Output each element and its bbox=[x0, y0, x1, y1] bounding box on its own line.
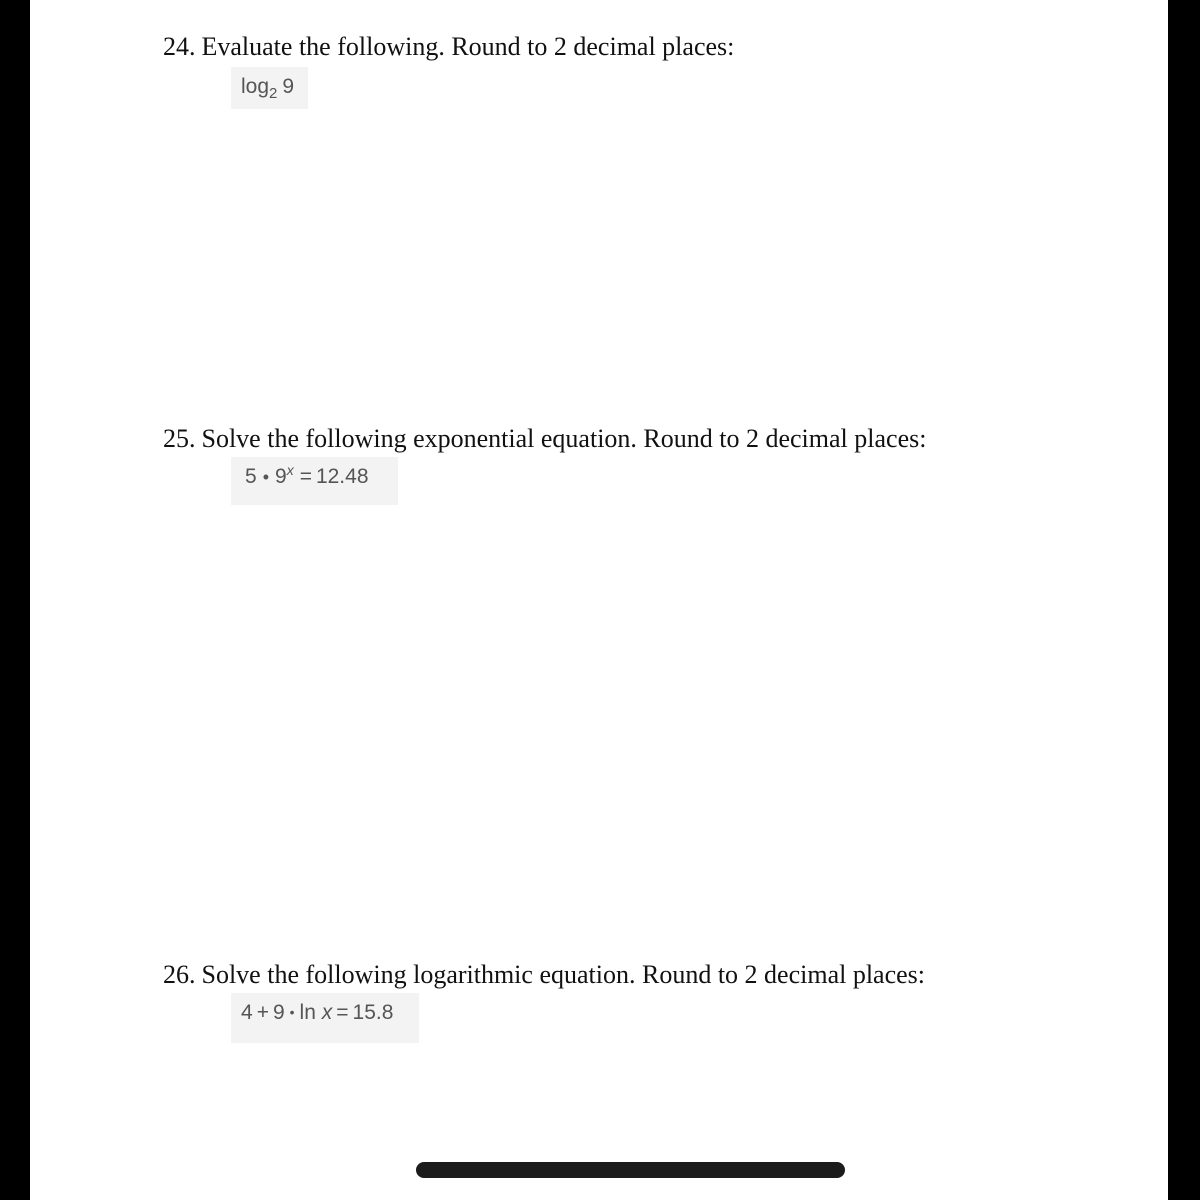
document-page bbox=[30, 0, 1168, 1200]
coefficient: 5 bbox=[245, 465, 257, 488]
question-prompt: Evaluate the following. Round to 2 decimal places: bbox=[201, 32, 735, 61]
equals-sign: = bbox=[336, 1001, 349, 1024]
plus-sign: + bbox=[256, 1001, 269, 1024]
equals-sign: = bbox=[299, 465, 312, 488]
formula-26 bbox=[231, 993, 419, 1043]
log-func: log bbox=[241, 75, 270, 98]
result: 15.8 bbox=[352, 1001, 394, 1024]
question-24 bbox=[163, 32, 734, 62]
question-26 bbox=[163, 960, 925, 990]
result: 12.48 bbox=[315, 465, 369, 488]
constant: 4 bbox=[241, 1001, 253, 1024]
question-prompt: Solve the following logarithmic equation. Round to 2 decimal places: bbox=[201, 960, 926, 989]
question-number: 25. bbox=[163, 424, 196, 453]
question-number: 26. bbox=[163, 960, 196, 989]
multiply-operator: • bbox=[262, 467, 269, 487]
formula-24 bbox=[231, 67, 308, 109]
home-indicator[interactable] bbox=[416, 1162, 845, 1178]
question-25 bbox=[163, 424, 926, 454]
exponent: x bbox=[286, 462, 294, 478]
question-prompt: Solve the following exponential equation. Round to 2 decimal places: bbox=[201, 424, 927, 453]
question-number: 24. bbox=[163, 32, 196, 61]
variable: x bbox=[321, 1001, 333, 1024]
formula-25 bbox=[231, 457, 398, 505]
exp-base: 9 bbox=[275, 465, 287, 488]
multiply-operator: • bbox=[289, 1004, 295, 1020]
log-argument: 9 bbox=[282, 75, 295, 98]
ln-func: ln bbox=[299, 1001, 316, 1024]
coefficient: 9 bbox=[272, 1001, 285, 1024]
log-base: 2 bbox=[269, 85, 278, 102]
